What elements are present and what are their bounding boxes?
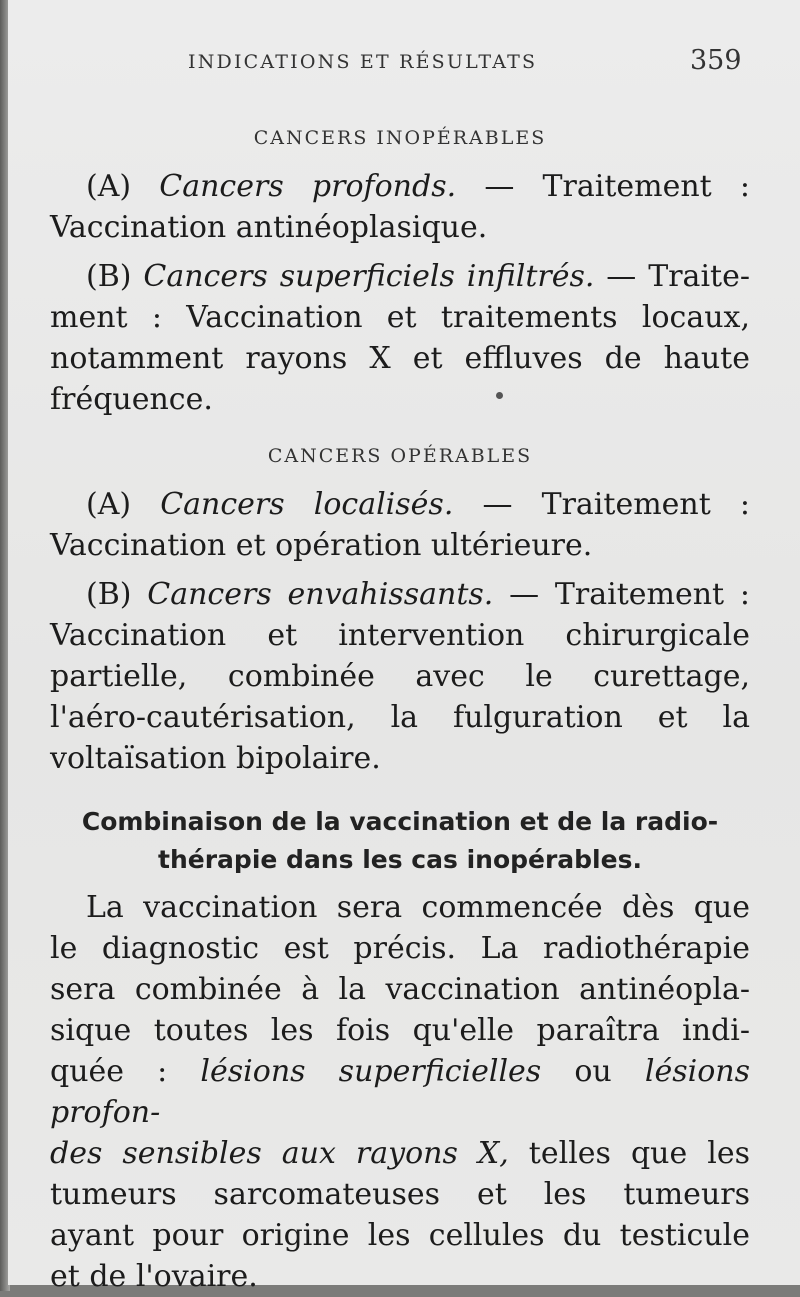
section-heading-operables: CANCERS OPÉRABLES (267, 445, 533, 467)
text-line: ment : Vaccination et traitements locaux, (50, 300, 750, 335)
text-line (50, 574, 750, 615)
emphasis-run: lésions profon- (50, 1054, 750, 1130)
text-line: Vaccination et intervention chirurgicale (50, 618, 750, 653)
text-line: l'aéro-cautérisation, la fulguration et la (50, 700, 750, 735)
item-label: (B) (86, 259, 132, 294)
paragraph-combination (50, 887, 750, 1297)
item-title: Cancers envahissants. (147, 577, 494, 612)
paragraph-operable-a (50, 484, 750, 566)
running-head: INDICATIONS ET RÉSULTATS (188, 51, 538, 73)
text-run: ou (541, 1054, 645, 1089)
text-run: quée : (50, 1054, 201, 1089)
combination-heading-line2: thérapie dans les cas inopérables. (158, 845, 642, 874)
text-line: Vaccination antinéoplasique. (50, 210, 488, 245)
combination-heading (50, 803, 750, 879)
emphasis-run: lésions superficielles (200, 1054, 542, 1089)
section-heading-inoperables: CANCERS INOPÉRABLES (253, 127, 547, 149)
text-line: La vaccination sera commencée dès que (86, 890, 750, 925)
text-line: sique toutes les fois qu'elle paraîtra indi- (50, 1013, 750, 1048)
item-text: — Traitement : (456, 169, 751, 204)
text-line (50, 1051, 750, 1133)
page-body (50, 118, 750, 1297)
page-header (8, 45, 800, 81)
text-line: partielle, combinée avec le curettage, (50, 659, 750, 694)
page-number: 359 (690, 45, 742, 76)
text-line (50, 484, 750, 525)
combination-heading-line1: Combinaison de la vaccination et de la radio- (81, 807, 719, 836)
paragraph-operable-b (50, 574, 750, 779)
text-line: notamment rayons X et effluves de haute (50, 341, 750, 376)
item-label: (A) (86, 169, 132, 204)
text-line: fréquence. (50, 382, 213, 417)
item-text: — Traite- (594, 259, 750, 294)
item-title: Cancers profonds. (159, 169, 457, 204)
text-line (50, 166, 750, 207)
item-text: — Traitement : (493, 577, 750, 612)
text-line: le diagnostic est précis. La radiothérapie (50, 931, 750, 966)
book-page (8, 0, 800, 1294)
paragraph-inoperable-a (50, 166, 750, 248)
item-label: (B) (86, 577, 132, 612)
paragraph-inoperable-b (50, 256, 750, 420)
text-line: Vaccination et opération ultérieure. (50, 528, 593, 563)
text-line: et de l'ovaire. (50, 1259, 258, 1294)
item-label: (A) (86, 487, 132, 522)
text-run: telles que les (508, 1136, 751, 1171)
text-line (50, 256, 750, 297)
item-text: — Traitement : (453, 487, 750, 522)
text-line (50, 1133, 750, 1174)
text-line: tumeurs sarcomateuses et les tumeurs (50, 1177, 750, 1212)
emphasis-run: des sensibles aux rayons X, (50, 1136, 509, 1171)
item-title: Cancers localisés. (160, 487, 454, 522)
text-line: ayant pour origine les cellules du testicule (50, 1218, 750, 1253)
text-line: sera combinée à la vaccination antinéopla- (50, 972, 750, 1007)
text-line: voltaïsation bipolaire. (50, 741, 381, 776)
item-title: Cancers superficiels infiltrés. (143, 259, 595, 294)
